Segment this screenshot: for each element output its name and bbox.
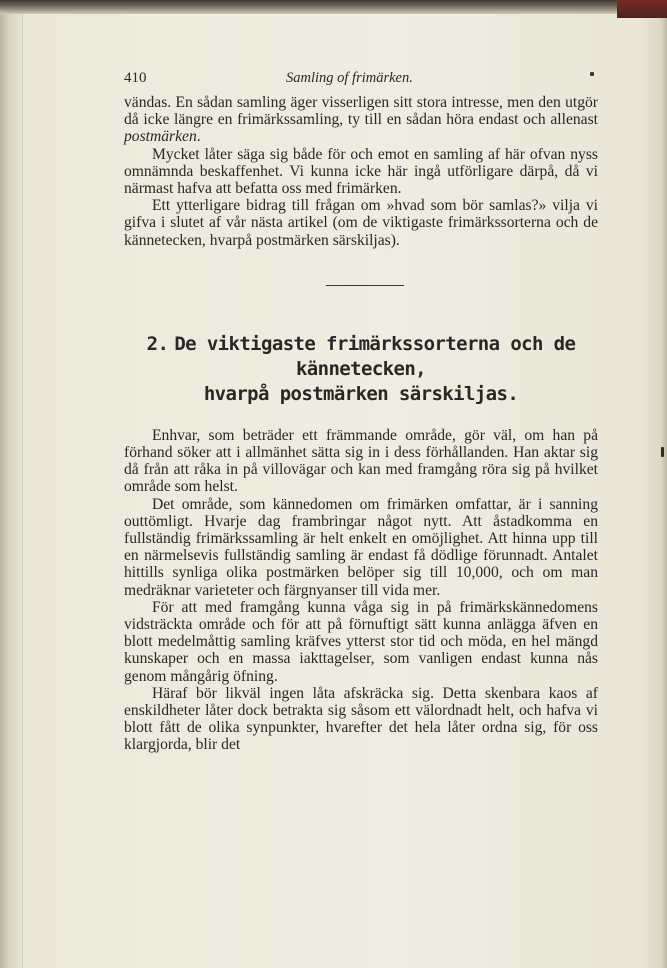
book-binding-gutter [0, 14, 23, 968]
paragraph: Enhvar, som beträder ett främmande område, gör väl, om han på förhand söker att i allmänhet sätta sig in i dess förhållanden. Han aktar sig då från att råka in på villovägar och kan med framgång röra sig på hvilket område som helst. [124, 426, 598, 496]
top-book-edge [0, 0, 667, 14]
paragraph: Ett ytterligare bidrag till frågan om »hvad som bör samlas?» vilja vi gifva i slutet af vår nästa artikel (om de viktigaste frimärkssorterna och de kännetecken, hvarpå postmärken särskiljas). [124, 197, 598, 249]
emphasis-postmarken: postmärken [124, 128, 197, 146]
margin-mark [661, 447, 664, 457]
section-title-line2: hvarpå postmärken särskiljas. [203, 382, 519, 405]
page-number: 410 [124, 70, 147, 86]
right-page-edge [661, 18, 667, 968]
section-title-line1: De viktigaste frimärkssorterna och de kännetecken, [174, 332, 576, 380]
page-body [106, 70, 600, 754]
paragraph-text: vändas. En sådan samling äger visserligen sitt stora intresse, men den utgör då icke längre en frimärkssamling, ty till en sådan höra endast och allenast [124, 94, 598, 129]
cover-corner [617, 0, 667, 18]
section-number: 2. [146, 332, 169, 355]
paragraph: Mycket låter säga sig både för och emot en samling af här ofvan nyss omnämnda beskaffenhet. Vi kunna icke här ingå utförligare därpå, då vi närmast hafva att befatta oss med frimärken. [124, 145, 598, 198]
paragraph: För att med framgång kunna våga sig in på frimärkskännedomens vidsträckta område och för att på förnuftigt sätt kunna anlägga äfven en blott medelmåttig samling kräfves ytterst stor tid och möda, en hel mängd kunskaper och en massa iakttagelser, som vanligen endast kunna nås genom mångårig öfning. [124, 598, 598, 685]
paragraph: Häraf bör likväl ingen låta afskräcka sig. Detta skenbara kaos af enskildheter låter dock betrakta sig såsom ett välordnadt helt, och hafva vi blott fått de olika synpunkter, hvarefter det hela låter ordna sig, för oss klargjorda, blir det [124, 684, 598, 754]
section-heading [106, 332, 608, 407]
running-title: Samling of frimärken. [286, 70, 413, 86]
running-head [106, 70, 600, 94]
paragraph-continued [106, 94, 598, 146]
section-divider [326, 285, 404, 286]
printer-mark [590, 72, 594, 76]
paragraph-text-end: . [196, 128, 201, 146]
paragraph: Det område, som kännedomen om frimärken omfattar, är i sanning outtömligt. Hvarje dag frambringar något nytt. Att åstadkomma en fullständig frimärkssamling är helt enkelt en omöjlighet. Att hinna upp till en närmelsevis fullständig samling är endast få dödlige förunnadt. Antalet hittills synliga olika postmärken belöper sig till 10,000, och om man medräknar varieteter och färgnyanser till vida mer. [124, 495, 598, 599]
